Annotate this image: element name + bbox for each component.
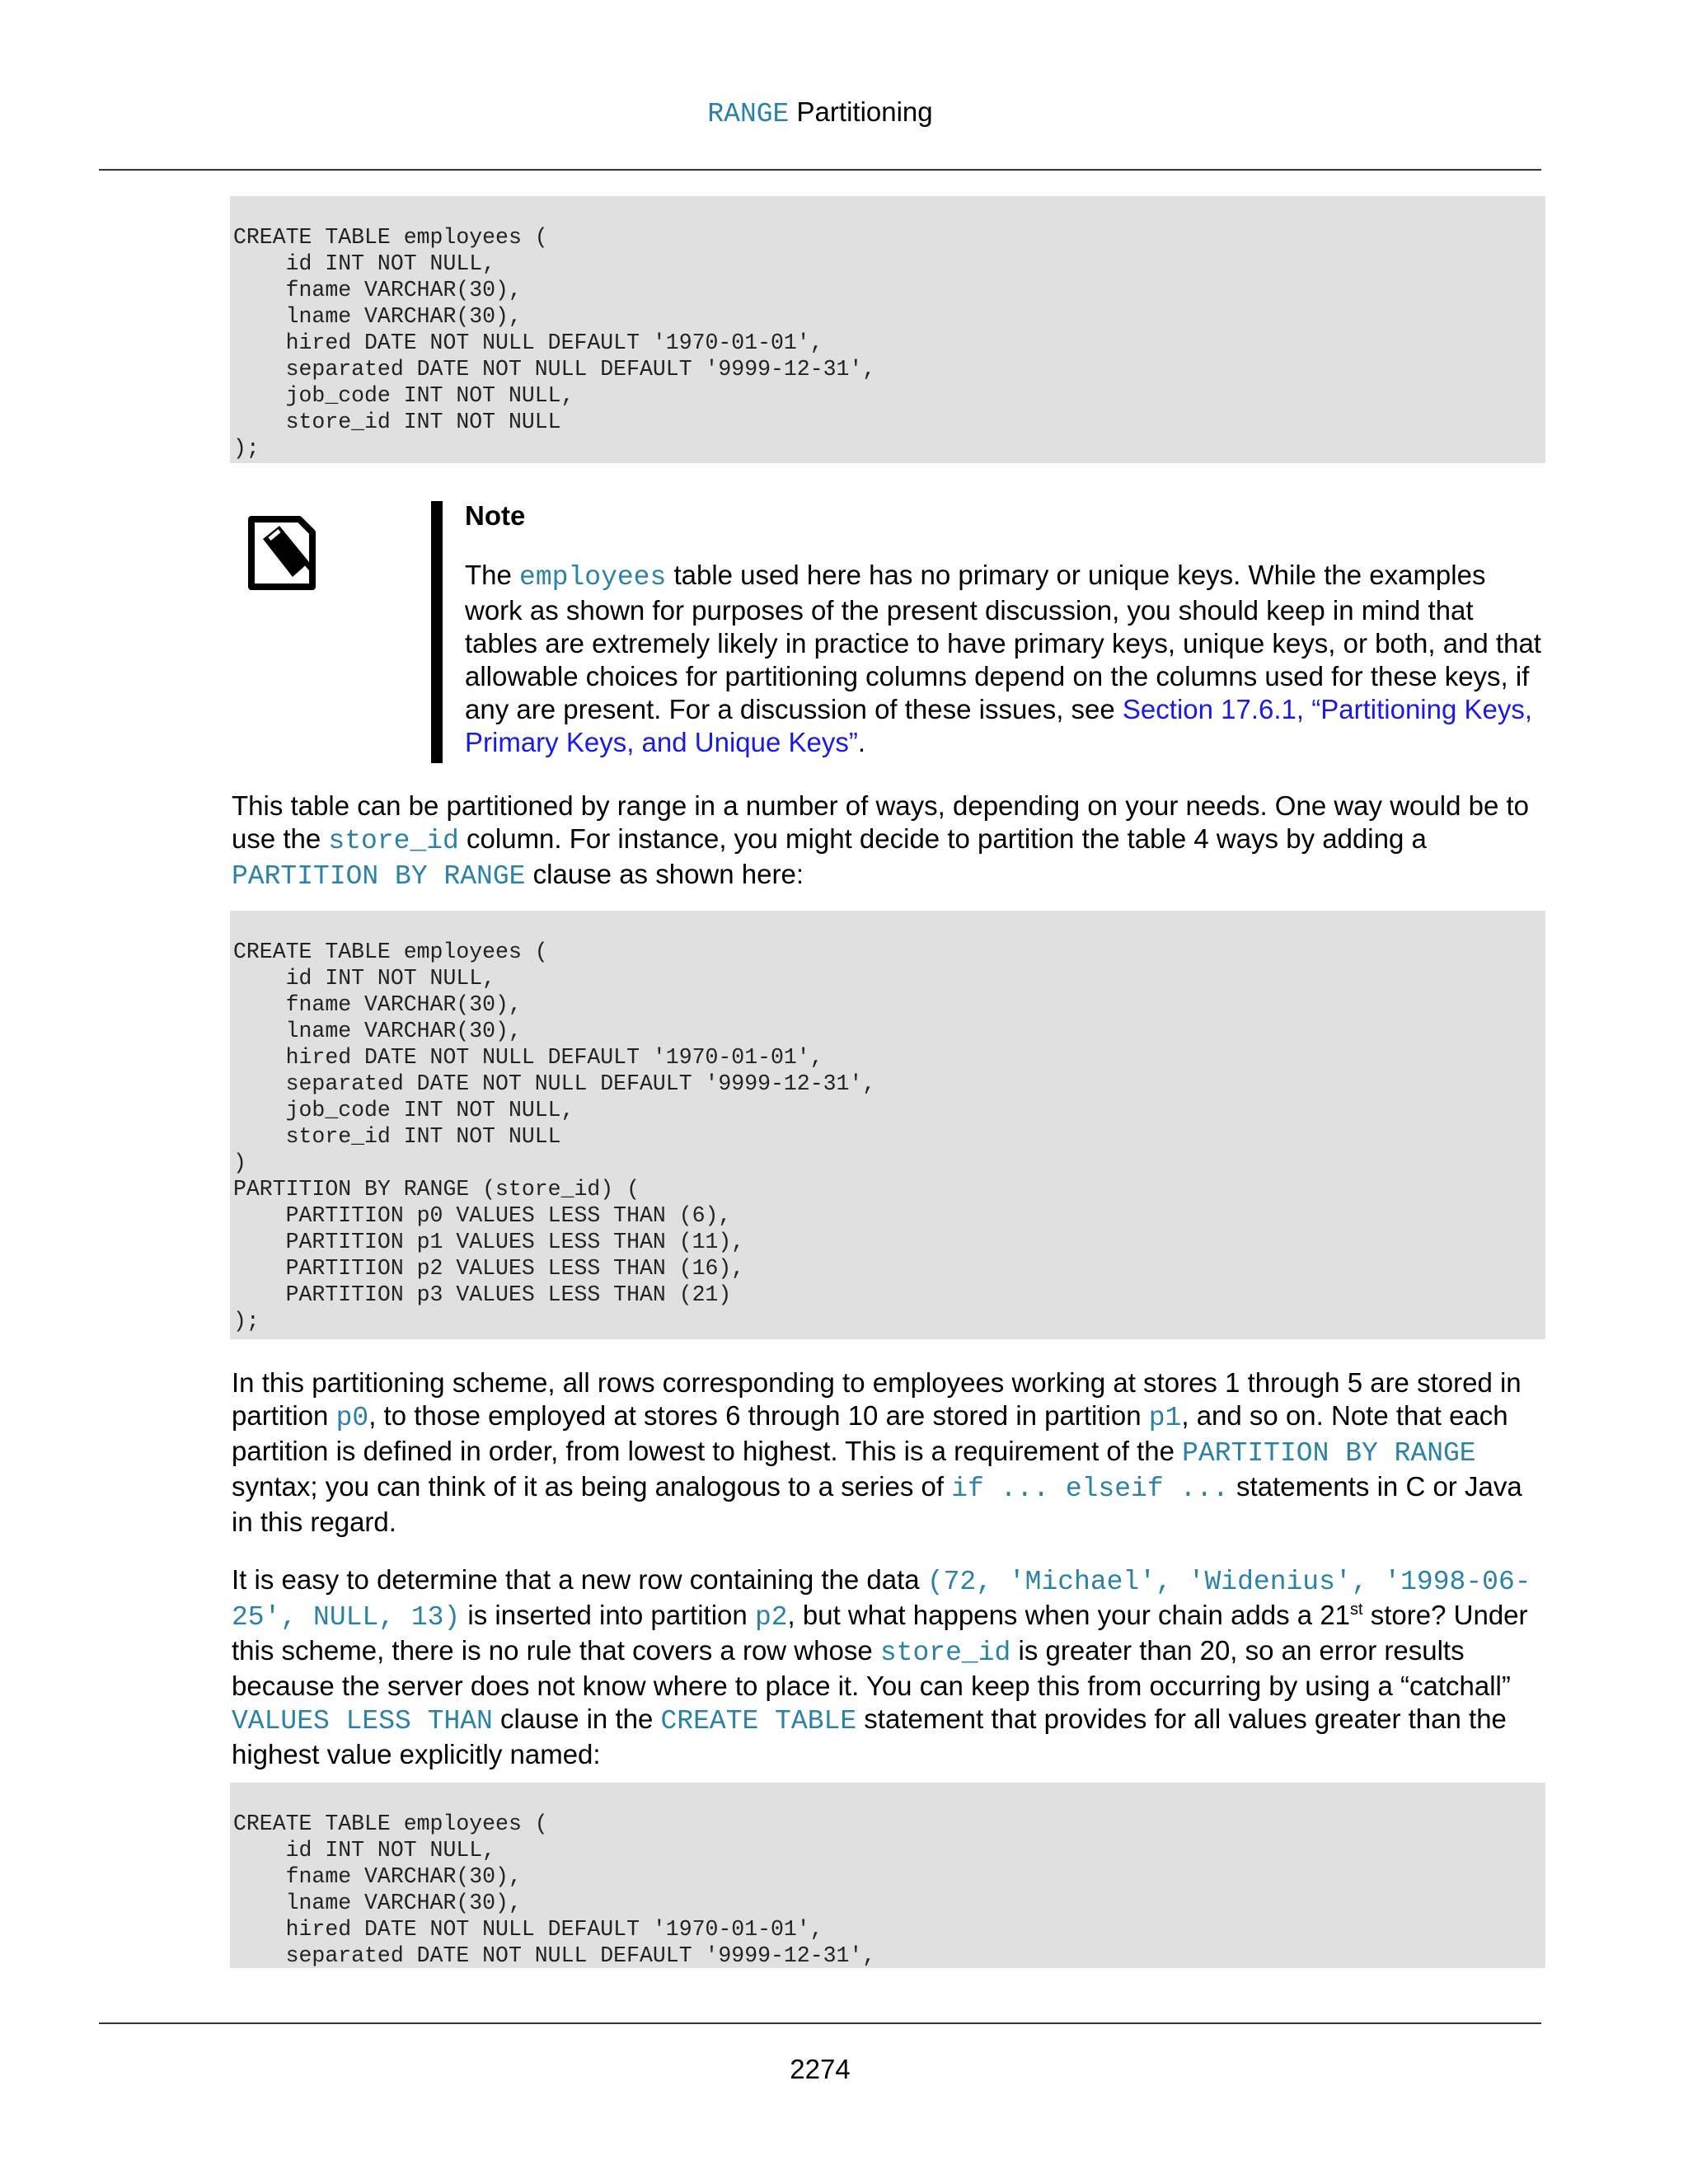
paragraph-2: In this partitioning scheme, all rows corresponding to employees working at stores 1 through 5 are stored in partition p0, to those employed at stores 6 through 10 are stored in partition p1, and so on. Note that each partition is defined in order, from lowest to highest. This is a requirement of the PARTITION BY RANGE syntax; you can think of it as being analogous to a series of if ... elseif ... statements in C or Java in this regard.	[232, 1367, 1522, 1537]
paragraph-3: It is easy to determine that a new row containing the data (72, 'Michael', 'Widenius', '1998-06-25', NULL, 13) is inserted into partition p2, but what happens when your chain adds a 21st store? Under this scheme, there is no rule that covers a row whose store_id is greater than 20, so an error results because the server does not know where to place it. You can keep this from occurring by using a “catchall” VALUES LESS THAN clause in the CREATE TABLE statement that provides for all values greater than the highest value explicitly named:	[232, 1564, 1531, 1769]
code-block-2: CREATE TABLE employees ( id INT NOT NULL, fname VARCHAR(30), lname VARCHAR(30), hired DATE NOT NULL DEFAULT '1970-01-01', separated DATE NOT NULL DEFAULT '9999-12-31', job_code INT NOT NULL, store_id INT NOT NULL ) PARTITION BY RANGE (store_id) ( PARTITION p0 VALUES LESS THAN (6), PARTITION p1 VALUES LESS THAN (11), PARTITION p2 VALUES LESS THAN (16), PARTITION p3 VALUES LESS THAN (21) );	[230, 911, 1545, 1339]
section-link[interactable]: Section 17.6.1, “Partitioning Keys, Primary Keys, and Unique Keys”	[465, 694, 1533, 757]
note-icon	[245, 514, 319, 593]
code-block-3: CREATE TABLE employees ( id INT NOT NULL, fname VARCHAR(30), lname VARCHAR(30), hired DATE NOT NULL DEFAULT '1970-01-01', separated DATE NOT NULL DEFAULT '9999-12-31',	[230, 1783, 1545, 1968]
page-number: 2274	[790, 2054, 851, 2084]
page-header	[0, 96, 1640, 131]
code-block-1: CREATE TABLE employees ( id INT NOT NULL, fname VARCHAR(30), lname VARCHAR(30), hired DATE NOT NULL DEFAULT '1970-01-01', separated DATE NOT NULL DEFAULT '9999-12-31', job_code INT NOT NULL, store_id INT NOT NULL );	[230, 196, 1545, 463]
note-title: Note	[465, 500, 526, 531]
paragraph-1: This table can be partitioned by range in a number of ways, depending on your needs. One way would be to use the store_id column. For instance, you might decide to partition the table 4 ways by adding a PARTITION BY RANGE clause as shown here:	[232, 790, 1529, 892]
code-employees: employees	[519, 562, 667, 593]
header-rule	[99, 169, 1541, 171]
note-bar	[431, 501, 443, 763]
header-code: RANGE	[707, 99, 790, 129]
note-text: The employees table used here has no primary or unique keys. While the examples work as shown for purposes of the present discussion, you should keep in mind that tables are extremely likely in practice to have primary keys, unique keys, or both, and that allowable choices for partitioning columns depend on the columns used for these keys, if any are present. For a discussion of these issues, see Section 17.6.1, “Partitioning Keys, Primary Keys, and Unique Keys”.	[465, 560, 1541, 757]
header-text: Partitioning	[789, 96, 933, 127]
footer-rule	[99, 2022, 1541, 2024]
